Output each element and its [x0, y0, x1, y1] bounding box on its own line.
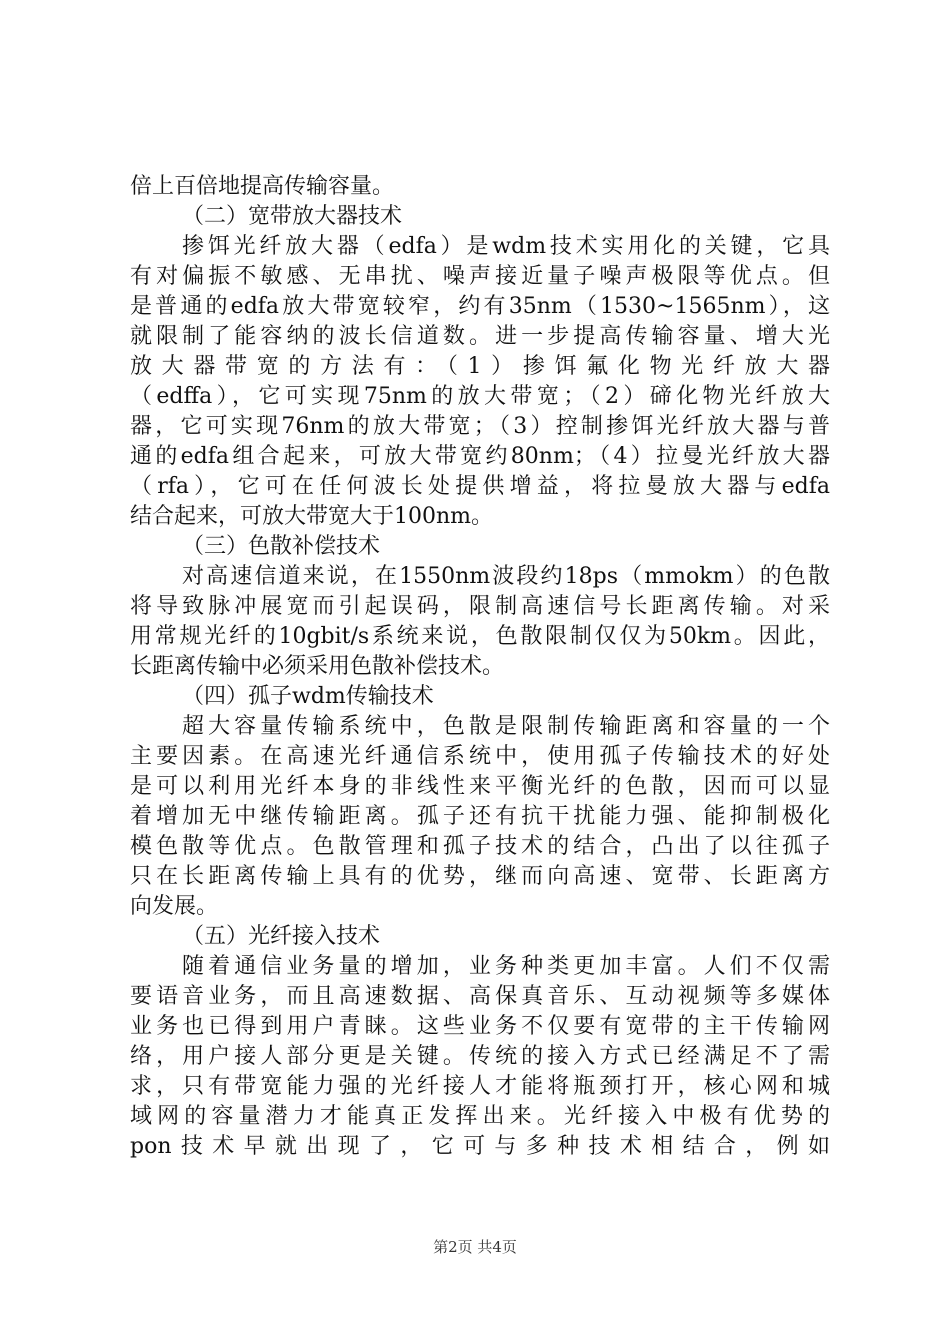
document-body: [130, 172, 830, 1162]
paragraph-line: 就限制了能容纳的波长信道数。进一步提高传输容量、增大光: [130, 324, 830, 349]
paragraph-line: 求，只有带宽能力强的光纤接人才能将瓶颈打开，核心网和城: [130, 1074, 830, 1099]
paragraph-line: 对高速信道来说，在1550nm波段约18ps（mmokm）的色散: [182, 564, 830, 589]
section-heading: （三）色散补偿技术: [182, 534, 381, 559]
paragraph-line: 是可以利用光纤本身的非线性来平衡光纤的色散，因而可以显: [130, 774, 830, 799]
paragraph-line: 长距离传输中必须采用色散补偿技术。: [130, 654, 505, 679]
paragraph-line: 用常规光纤的10gbit/s系统来说，色散限制仅仅为50km。因此，: [130, 624, 830, 649]
paragraph-line: 络，用户接人部分更是关键。传统的接入方式已经满足不了需: [130, 1044, 830, 1069]
paragraph-line: 向发展。: [130, 894, 219, 919]
paragraph-line: 有对偏振不敏感、无串扰、噪声接近量子噪声极限等优点。但: [130, 264, 830, 289]
paragraph-line: 主要因素。在高速光纤通信系统中，使用孤子传输技术的好处: [130, 744, 830, 769]
paragraph-line: 器，它可实现76nm的放大带宽；（3）控制掺饵光纤放大器与普: [130, 414, 830, 439]
section-heading: （四）孤子wdm传输技术: [182, 684, 434, 709]
paragraph-line: 随着通信业务量的增加，业务种类更加丰富。人们不仅需: [182, 954, 830, 979]
paragraph-line: 将导致脉冲展宽而引起误码，限制高速信号长距离传输。对采: [130, 594, 830, 619]
section-heading: （二）宽带放大器技术: [182, 204, 403, 229]
paragraph-line: 着增加无中继传输距离。孤子还有抗干扰能力强、能抑制极化: [130, 804, 830, 829]
paragraph-line: 模色散等优点。色散管理和孤子技术的结合，凸出了以往孤子: [130, 834, 830, 859]
paragraph-line: （edffa），它可实现75nm的放大带宽；（2）碲化物光纤放大: [130, 384, 830, 409]
paragraph-line: （rfa），它可在任何波长处提供增益，将拉曼放大器与edfa: [130, 474, 830, 499]
paragraph-line: 业务也已得到用户青睐。这些业务不仅要有宽带的主干传输网: [130, 1014, 830, 1039]
section-heading: （五）光纤接入技术: [182, 924, 381, 949]
paragraph-line: 结合起来，可放大带宽大于100nm。: [130, 504, 494, 529]
paragraph-line: 通的edfa组合起来，可放大带宽约80nm；（4）拉曼光纤放大器: [130, 444, 830, 469]
paragraph-line: 放大器带宽的方法有：（1）掺饵氟化物光纤放大器: [130, 354, 830, 379]
paragraph-line: 超大容量传输系统中，色散是限制传输距离和容量的一个: [182, 714, 830, 739]
paragraph-line: 域网的容量潜力才能真正发挥出来。光纤接入中极有优势的: [130, 1104, 830, 1129]
paragraph-line: 要语音业务，而且高速数据、高保真音乐、互动视频等多媒体: [130, 984, 830, 1009]
paragraph-line: 倍上百倍地提高传输容量。: [130, 174, 395, 199]
paragraph-line: 掺饵光纤放大器（edfa）是wdm技术实用化的关键，它具: [182, 234, 830, 259]
paragraph-line: pon技术早就出现了，它可与多种技术相结合，例如: [130, 1134, 830, 1159]
page-footer: 第2页 共4页: [433, 1238, 517, 1256]
paragraph-line: 只在长距离传输上具有的优势，继而向高速、宽带、长距离方: [130, 864, 830, 889]
paragraph-line: 是普通的edfa放大带宽较窄，约有35nm（1530~1565nm），这: [130, 294, 830, 319]
